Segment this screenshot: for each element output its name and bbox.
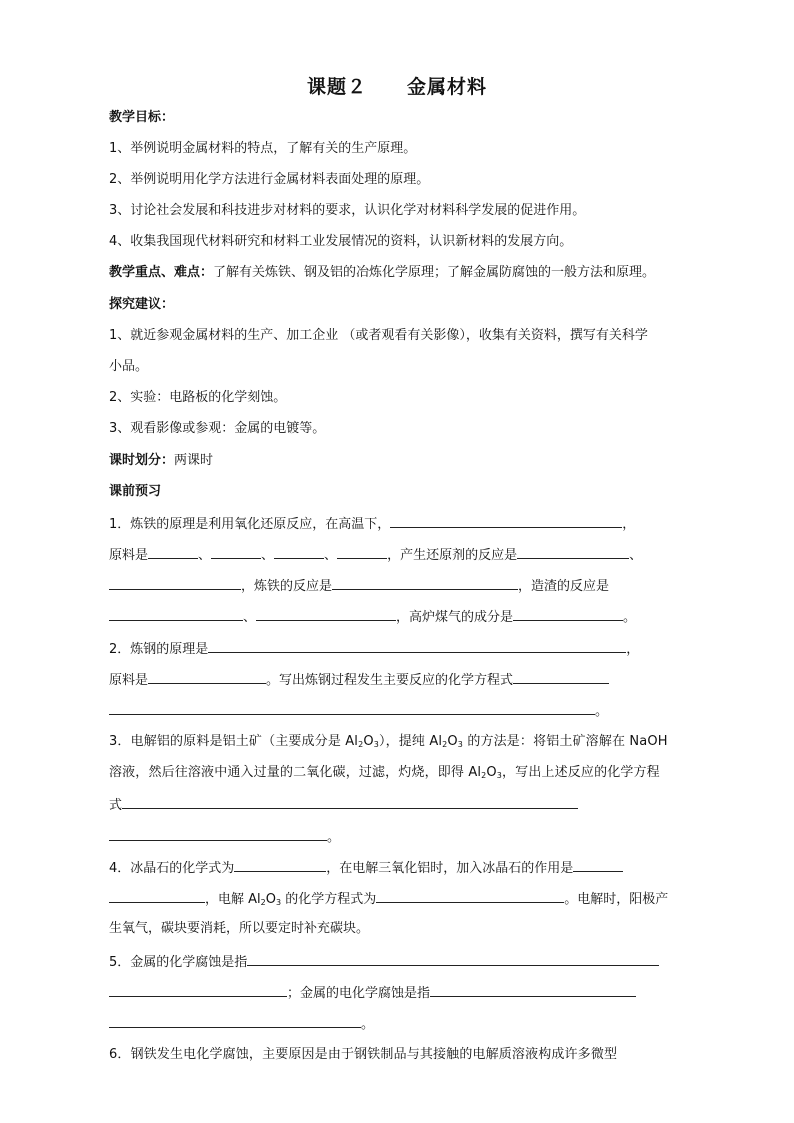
answer-blank[interactable] — [513, 606, 623, 621]
answer-blank[interactable] — [109, 606, 243, 621]
q1-line-1: 1．炼铁的原理是利用氧化还原反应，在高温下， ， — [109, 513, 689, 535]
q3-line-2: 溶液，然后往溶液中通入过量的二氧化碳，过滤，灼烧，即得 $Al_2O_3$，写出上述反应的化学方程 — [109, 765, 660, 780]
goal-item-2: 2、举例说明用化学方法进行金属材料表面处理的原理。 — [109, 172, 430, 187]
goal-item-4: 4、收集我国现代材料研究和材料工业发展情况的资料，认识新材料的发展方向。 — [109, 234, 573, 249]
answer-blank[interactable] — [109, 982, 287, 997]
page-title — [0, 72, 794, 99]
answer-blank[interactable] — [390, 513, 622, 528]
period-text: 两课时 — [174, 453, 214, 468]
q1-line-4: 、 ，高炉煤气的成分是 。 — [109, 606, 689, 628]
answer-blank[interactable] — [109, 1013, 361, 1028]
answer-blank[interactable] — [247, 951, 659, 966]
keypoints-heading: 教学重点、难点： — [109, 265, 214, 280]
answer-blank[interactable] — [274, 544, 324, 559]
q2-line-2: 原料是 。写出炼钢过程发生主要反应的化学方程式 — [109, 669, 689, 691]
answer-blank[interactable] — [109, 575, 241, 590]
suggestions-heading: 探究建议： — [109, 297, 175, 312]
answer-blank[interactable] — [109, 888, 205, 903]
answer-blank[interactable] — [573, 857, 623, 872]
goal-item-1: 1、举例说明金属材料的特点，了解有关的生产原理。 — [109, 141, 417, 156]
answer-blank[interactable] — [109, 700, 595, 715]
title-lesson-number: 课题２ — [306, 76, 367, 98]
answer-blank[interactable] — [208, 638, 626, 653]
answer-blank[interactable] — [148, 544, 198, 559]
q5-line-3: 。 — [109, 1013, 689, 1035]
answer-blank[interactable] — [256, 606, 396, 621]
goals-heading: 教学目标： — [109, 110, 175, 125]
answer-blank[interactable] — [517, 544, 629, 559]
answer-blank[interactable] — [234, 857, 326, 872]
answer-blank[interactable] — [337, 544, 387, 559]
answer-blank[interactable] — [513, 669, 609, 684]
q4-line-1: 4．冰晶石的化学式为 ，在电解三氧化铝时，加入冰晶石的作用是 — [109, 857, 689, 879]
keypoints-line — [109, 263, 689, 283]
answer-blank[interactable] — [109, 826, 327, 841]
answer-blank[interactable] — [148, 669, 266, 684]
q1-line-3: ，炼铁的反应是 ，造渣的反应是 — [109, 575, 689, 597]
suggestion-item-1-cont: 小品。 — [109, 359, 149, 374]
keypoints-text: 了解有关炼铁、钢及铝的冶炼化学原理；了解金属防腐蚀的一般方法和原理。 — [213, 265, 656, 280]
title-topic: 金属材料 — [407, 76, 488, 98]
answer-blank[interactable] — [332, 575, 518, 590]
preview-heading: 课前预习 — [109, 484, 162, 499]
q4-line-3: 生氧气，碳块要消耗，所以要定时补充碳块。 — [109, 921, 370, 936]
q2-line-1: 2．炼钢的原理是 ， — [109, 638, 689, 660]
q5-line-1: 5．金属的化学腐蚀是指 — [109, 951, 689, 973]
q3-line-4: 。 — [109, 826, 689, 848]
suggestion-item-1: 1、就近参观金属材料的生产、加工企业 （或者观看有关影像），收集有关资料，撰写有关科学 — [109, 328, 648, 343]
q2-line-3: 。 — [109, 700, 689, 722]
goal-item-3: 3、讨论社会发展和科技进步对材料的要求，认识化学对材料科学发展的促进作用。 — [109, 203, 586, 218]
period-line — [109, 451, 689, 471]
answer-blank[interactable] — [430, 982, 636, 997]
period-heading: 课时划分： — [109, 453, 175, 468]
suggestion-item-3: 3、观看影像或参观：金属的电镀等。 — [109, 421, 326, 436]
suggestion-item-2: 2、实验：电路板的化学刻蚀。 — [109, 390, 287, 405]
q5-line-2: ；金属的电化学腐蚀是指 — [109, 982, 689, 1004]
answer-blank[interactable] — [376, 888, 564, 903]
answer-blank[interactable] — [211, 544, 261, 559]
q1-line-2: 原料是 、 、 、 ，产生还原剂的反应是 、 — [109, 544, 689, 566]
q3-line-3: 式 — [109, 794, 689, 816]
q6-line-1: 6．钢铁发生电化学腐蚀，主要原因是由于钢铁制品与其接触的电解质溶液构成许多微型 — [109, 1047, 618, 1062]
answer-blank[interactable] — [122, 794, 578, 809]
q3-line-1: 3．电解铝的原料是铝土矿（主要成分是 $Al_2O_3$），提纯 $Al_2O_3$ 的方法是：将铝土矿溶解在 NaOH — [109, 734, 668, 749]
q4-line-2: ，电解 $Al_2O_3$ 的化学方程式为 。电解时，阳极产 — [109, 888, 689, 910]
